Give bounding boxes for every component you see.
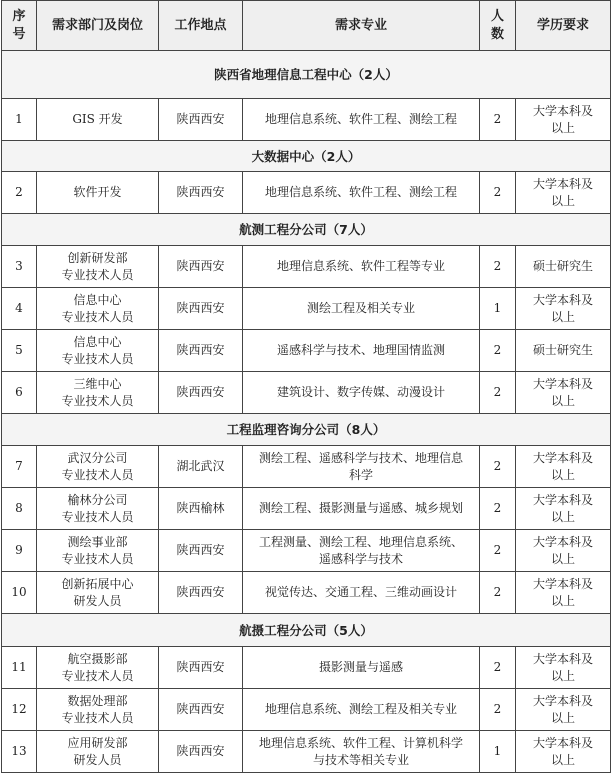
cell-line: 专业技术人员	[61, 509, 134, 524]
cell-education	[516, 488, 611, 530]
cell-line: 信息中心	[73, 292, 122, 307]
cell-line: 以上	[550, 710, 575, 725]
cell-count: 2	[480, 572, 516, 614]
section-title: 航摄工程分公司（5人）	[2, 614, 611, 647]
cell-education	[516, 99, 611, 141]
cell-line: 测绘工程、摄影测量与遥感、城乡规划	[258, 501, 463, 515]
section-title: 陕西省地理信息工程中心（2人）	[2, 51, 611, 99]
cell-education	[516, 446, 611, 488]
cell-line: 大学本科及	[532, 534, 593, 549]
table-row	[2, 689, 611, 731]
cell-count: 1	[480, 731, 516, 773]
cell-dept	[37, 572, 159, 614]
cell-line: 专业技术人员	[61, 393, 134, 408]
cell-line: 地理信息系统、软件工程、计算机科学	[258, 735, 463, 750]
cell-index: 2	[2, 172, 37, 214]
cell-location: 陕西西安	[159, 572, 243, 614]
cell-line: 大学本科及	[532, 103, 593, 118]
cell-major	[243, 246, 480, 288]
table-row	[2, 446, 611, 488]
cell-line: 大学本科及	[532, 292, 593, 307]
header-row	[2, 1, 611, 51]
cell-count: 2	[480, 99, 516, 141]
cell-location: 陕西西安	[159, 172, 243, 214]
cell-line: 大学本科及	[532, 492, 593, 507]
cell-line: 与技术等相关专业	[312, 752, 409, 767]
section-header-row	[2, 214, 611, 246]
cell-line: 应用研发部	[67, 735, 128, 750]
table-row	[2, 572, 611, 614]
cell-education	[516, 246, 611, 288]
section-title: 航测工程分公司（7人）	[2, 214, 611, 246]
cell-line: 研发人员	[73, 593, 122, 608]
cell-line: 硕士研究生	[532, 259, 593, 273]
cell-location: 陕西西安	[159, 99, 243, 141]
cell-line: 航空摄影部	[67, 651, 128, 666]
cell-major	[243, 330, 480, 372]
table-row	[2, 330, 611, 372]
section-header-row	[2, 141, 611, 172]
cell-line: 科学	[348, 467, 373, 482]
header-dept: 需求部门及岗位	[37, 1, 159, 51]
cell-line: 测绘事业部	[67, 534, 128, 549]
cell-major	[243, 446, 480, 488]
cell-line: 测绘工程及相关专业	[306, 301, 415, 315]
cell-line: 以上	[550, 593, 575, 608]
cell-major	[243, 530, 480, 572]
cell-line: 地理信息系统、软件工程、测绘工程	[264, 185, 457, 199]
cell-line: 专业技术人员	[61, 309, 134, 324]
cell-education	[516, 572, 611, 614]
cell-count: 2	[480, 372, 516, 414]
header-index: 序 号	[2, 1, 37, 51]
cell-count: 2	[480, 647, 516, 689]
cell-education	[516, 172, 611, 214]
cell-line: 榆林分公司	[67, 492, 128, 507]
cell-location: 陕西西安	[159, 530, 243, 572]
cell-line: 建筑设计、数字传媒、动漫设计	[276, 385, 445, 399]
cell-line: 以上	[550, 393, 575, 408]
cell-line: 以上	[550, 509, 575, 524]
cell-line: 硕士研究生	[532, 343, 593, 357]
cell-line: 专业技术人员	[61, 467, 134, 482]
cell-line: 大学本科及	[532, 376, 593, 391]
cell-line: 以上	[550, 551, 575, 566]
table-row	[2, 246, 611, 288]
cell-major	[243, 689, 480, 731]
cell-location: 陕西西安	[159, 246, 243, 288]
cell-dept	[37, 731, 159, 773]
cell-major	[243, 288, 480, 330]
cell-education	[516, 647, 611, 689]
cell-line: 以上	[550, 467, 575, 482]
cell-count: 2	[480, 530, 516, 572]
cell-index: 11	[2, 647, 37, 689]
cell-dept	[37, 372, 159, 414]
section-title: 大数据中心（2人）	[2, 141, 611, 172]
cell-line: 地理信息系统、测绘工程及相关专业	[264, 702, 457, 716]
cell-index: 13	[2, 731, 37, 773]
cell-location: 陕西西安	[159, 288, 243, 330]
cell-dept	[37, 99, 159, 141]
section-header-row	[2, 51, 611, 99]
table-row	[2, 488, 611, 530]
cell-dept	[37, 246, 159, 288]
cell-line: 遥感科学与技术	[318, 551, 403, 566]
table-body	[2, 51, 611, 773]
cell-dept	[37, 647, 159, 689]
cell-line: 大学本科及	[532, 693, 593, 708]
recruitment-table	[1, 0, 611, 773]
cell-location: 陕西西安	[159, 647, 243, 689]
cell-dept	[37, 330, 159, 372]
cell-location: 湖北武汉	[159, 446, 243, 488]
table-row	[2, 530, 611, 572]
section-title: 工程监理咨询分公司（8人）	[2, 414, 611, 446]
cell-count: 2	[480, 689, 516, 731]
section-header-row	[2, 614, 611, 647]
header-major: 需求专业	[243, 1, 480, 51]
cell-line: 专业技术人员	[61, 668, 134, 683]
cell-line: 大学本科及	[532, 450, 593, 465]
cell-index: 7	[2, 446, 37, 488]
section-header-row	[2, 414, 611, 446]
cell-line: GIS 开发	[72, 112, 123, 126]
cell-index: 3	[2, 246, 37, 288]
table-row	[2, 647, 611, 689]
cell-index: 8	[2, 488, 37, 530]
cell-education	[516, 330, 611, 372]
cell-line: 大学本科及	[532, 651, 593, 666]
cell-line: 创新拓展中心	[61, 576, 134, 591]
header-count: 人 数	[480, 1, 516, 51]
cell-index: 12	[2, 689, 37, 731]
cell-location: 陕西榆林	[159, 488, 243, 530]
cell-line: 创新研发部	[67, 250, 128, 265]
cell-dept	[37, 172, 159, 214]
cell-education	[516, 372, 611, 414]
cell-line: 大学本科及	[532, 735, 593, 750]
cell-major	[243, 572, 480, 614]
cell-line: 专业技术人员	[61, 551, 134, 566]
header-education: 学历要求	[516, 1, 611, 51]
cell-line: 以上	[550, 193, 575, 208]
cell-line: 大学本科及	[532, 176, 593, 191]
table-row	[2, 172, 611, 214]
cell-location: 陕西西安	[159, 731, 243, 773]
cell-line: 软件开发	[73, 185, 122, 199]
cell-index: 1	[2, 99, 37, 141]
cell-count: 2	[480, 446, 516, 488]
cell-line: 以上	[550, 668, 575, 683]
cell-line: 专业技术人员	[61, 710, 134, 725]
cell-index: 4	[2, 288, 37, 330]
table-row	[2, 99, 611, 141]
cell-line: 信息中心	[73, 334, 122, 349]
cell-index: 10	[2, 572, 37, 614]
cell-major	[243, 99, 480, 141]
table-row	[2, 372, 611, 414]
cell-line: 武汉分公司	[67, 450, 128, 465]
cell-location: 陕西西安	[159, 689, 243, 731]
cell-education	[516, 530, 611, 572]
cell-major	[243, 172, 480, 214]
cell-index: 5	[2, 330, 37, 372]
cell-line: 遥感科学与技术、地理国情监测	[276, 343, 445, 357]
cell-line: 视觉传达、交通工程、三维动画设计	[264, 585, 457, 599]
cell-major	[243, 647, 480, 689]
cell-location: 陕西西安	[159, 372, 243, 414]
cell-major	[243, 731, 480, 773]
cell-location: 陕西西安	[159, 330, 243, 372]
cell-education	[516, 731, 611, 773]
cell-dept	[37, 530, 159, 572]
cell-line: 测绘工程、遥感科学与技术、地理信息	[258, 450, 463, 465]
cell-line: 摄影测量与遥感	[318, 660, 403, 674]
cell-index: 6	[2, 372, 37, 414]
cell-count: 2	[480, 330, 516, 372]
cell-line: 三维中心	[73, 376, 122, 391]
table-row	[2, 731, 611, 773]
cell-line: 数据处理部	[67, 693, 128, 708]
cell-line: 专业技术人员	[61, 267, 134, 282]
cell-count: 2	[480, 172, 516, 214]
cell-line: 以上	[550, 120, 575, 135]
cell-line: 地理信息系统、软件工程等专业	[276, 259, 445, 273]
cell-count: 2	[480, 488, 516, 530]
cell-education	[516, 288, 611, 330]
cell-education	[516, 689, 611, 731]
cell-line: 以上	[550, 752, 575, 767]
cell-dept	[37, 288, 159, 330]
cell-line: 专业技术人员	[61, 351, 134, 366]
cell-line: 工程测量、测绘工程、地理信息系统、	[258, 534, 463, 549]
cell-line: 研发人员	[73, 752, 122, 767]
cell-count: 2	[480, 246, 516, 288]
cell-dept	[37, 689, 159, 731]
cell-count: 1	[480, 288, 516, 330]
cell-dept	[37, 488, 159, 530]
cell-dept	[37, 446, 159, 488]
cell-major	[243, 372, 480, 414]
cell-line: 地理信息系统、软件工程、测绘工程	[264, 112, 457, 126]
cell-index: 9	[2, 530, 37, 572]
cell-line: 大学本科及	[532, 576, 593, 591]
cell-line: 以上	[550, 309, 575, 324]
header-location: 工作地点	[159, 1, 243, 51]
table-row	[2, 288, 611, 330]
cell-major	[243, 488, 480, 530]
